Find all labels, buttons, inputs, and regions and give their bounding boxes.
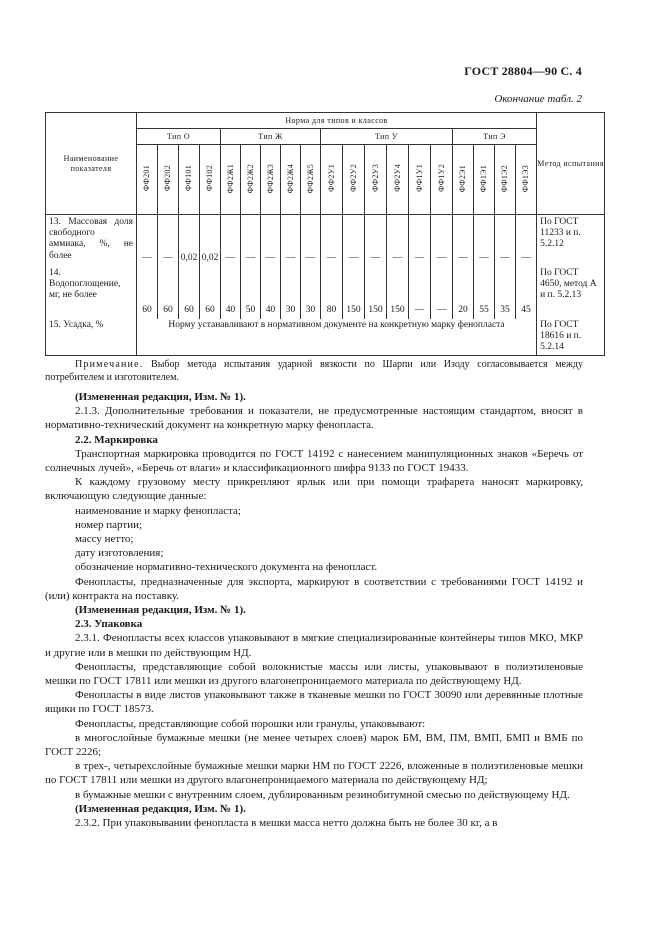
row-value: 60 xyxy=(200,267,221,319)
class-header: ФФ201 xyxy=(137,145,158,215)
class-header: ФФ1Э3 xyxy=(516,145,537,215)
paragraph: Транспортная маркировка проводится по ГОСТ 14192 с нанесением манипуляционных знаков «Беречь от солнечных лучей», «Беречь от влаги» и классификационного шифра 9133 по ГОСТ 19433. xyxy=(45,447,583,475)
row-value: 60 xyxy=(137,267,158,319)
paragraph: 2.3.2. При упаковывании фенопласта в мешки масса нетто должна быть не более 30 кг, а в xyxy=(75,817,498,830)
col-header-name: Наименование показателя xyxy=(46,113,137,215)
class-header: ФФ2У3 xyxy=(365,145,387,215)
list-item: обозначение нормативно-технического документа на фенопласт. xyxy=(75,561,378,574)
class-header: ФФ2У1 xyxy=(321,145,343,215)
row-value: — xyxy=(495,215,516,267)
row-value: — xyxy=(453,215,474,267)
row-value: — xyxy=(343,215,365,267)
row-value: 150 xyxy=(387,267,409,319)
col-header-norm: Норма для типов и классов xyxy=(137,113,537,129)
row-value: 150 xyxy=(365,267,387,319)
row-value: 40 xyxy=(261,267,281,319)
row-value: — xyxy=(301,215,321,267)
group-header: Тип Э xyxy=(453,129,537,145)
row-value: — xyxy=(221,215,241,267)
row-name: 15. Усадка, % xyxy=(46,319,137,356)
class-header: ФФ1Э1 xyxy=(474,145,495,215)
row-value: — xyxy=(409,215,431,267)
row-value: — xyxy=(431,215,453,267)
class-header: ФФ2У4 xyxy=(387,145,409,215)
class-header: ФФ101 xyxy=(179,145,200,215)
row-value: 0,02 xyxy=(200,215,221,267)
paragraph: Фенопласты, представляющие собой волокнистые массы или листы, упаковывают в полиэтиленовые мешки по ГОСТ 17811 или мешки из другого влагонепроницаемого материала по действующему НД. xyxy=(45,660,583,688)
row-value: — xyxy=(365,215,387,267)
row-value: — xyxy=(431,267,453,319)
row-value: 80 xyxy=(321,267,343,319)
table-row xyxy=(46,267,605,319)
paragraph: Фенопласты, представляющие собой порошки или гранулы, упаковывают: xyxy=(75,717,426,730)
list-item: номер партии; xyxy=(75,518,143,531)
row-value: 30 xyxy=(301,267,321,319)
group-header: Тип О xyxy=(137,129,221,145)
row-value: 0,02 xyxy=(179,215,200,267)
class-header: ФФ2Э1 xyxy=(453,145,474,215)
row-name: 14. Водопоглощение, мг, не более xyxy=(46,267,137,319)
class-header: ФФ2У2 xyxy=(343,145,365,215)
list-item: в многослойные бумажные мешки (не менее четырех слоев) марок БМ, ВМ, ПМ, ВМП, БМП и ВМБ по ГОСТ 2226; xyxy=(45,731,583,759)
row-value: — xyxy=(409,267,431,319)
page-header: ГОСТ 28804—90 С. 4 xyxy=(464,64,582,78)
row-value: 60 xyxy=(179,267,200,319)
list-item: в бумажные мешки с внутренним слоем, дублированным резинобитумной смесью по действующему НД. xyxy=(75,788,570,801)
row-method: По ГОСТ 11233 и п. 5.2.12 xyxy=(537,215,605,267)
row-value: 60 xyxy=(158,267,179,319)
row-method: По ГОСТ 4650, метод А и п. 5.2.13 xyxy=(537,267,605,319)
class-header: ФФ1Э2 xyxy=(495,145,516,215)
col-header-method: Метод испытания xyxy=(537,113,605,215)
list-item: массу нетто; xyxy=(75,533,134,546)
class-header: ФФ2Ж3 xyxy=(261,145,281,215)
body-text xyxy=(45,358,583,830)
section-heading: 2.2. Маркировка xyxy=(75,433,158,446)
row-value: 50 xyxy=(241,267,261,319)
list-item: в трех-, четырехслойные бумажные мешки марки НМ по ГОСТ 2226, вложенные в полиэтиленовые мешки по ГОСТ 17811 или мешки из другого влагонепроницаемого материала по действующему НД; xyxy=(45,760,583,787)
row-value: — xyxy=(158,215,179,267)
table-caption: Окончание табл. 2 xyxy=(494,93,582,105)
note xyxy=(45,358,583,384)
row-span-text: Норму устанавливают в нормативном документе на конкретную марку фенопласта xyxy=(137,319,537,356)
paragraph: Фенопласты в виде листов упаковывают также в тканевые мешки по ГОСТ 30090 или деревянные плотные ящики по ГОСТ 18573. xyxy=(45,689,583,716)
paragraph: К каждому грузовому месту прикрепляют ярлык или при помощи трафарета наносят маркировку, включающую следующие данные: xyxy=(45,476,583,503)
table-row xyxy=(46,319,605,356)
class-header: ФФ202 xyxy=(158,145,179,215)
list-item: наименование и марку фенопласта; xyxy=(75,504,241,517)
row-value: — xyxy=(387,215,409,267)
table-row xyxy=(46,215,605,267)
row-method: По ГОСТ 18616 и п. 5.2.14 xyxy=(537,319,605,356)
class-header: ФФ1У1 xyxy=(409,145,431,215)
class-header: ФФ102 xyxy=(200,145,221,215)
change-note: (Измененная редакция, Изм. № 1). xyxy=(75,802,246,815)
change-note: (Измененная редакция, Изм. № 1). xyxy=(75,604,246,617)
class-header: ФФ2Ж1 xyxy=(221,145,241,215)
group-header: Тип Ж xyxy=(221,129,321,145)
note-text: Выбор метода испытания ударной вязкости по Шарпи или Изоду согласовывается между потребителем и изготовителем. xyxy=(45,359,583,383)
class-header: ФФ1У2 xyxy=(431,145,453,215)
paragraph: 2.1.3. Дополнительные требования и показатели, не предусмотренные настоящим стандартом, вносят в нормативно-технический документ на конкретную марку фенопласта. xyxy=(45,405,583,432)
change-note: (Измененная редакция, Изм. № 1). xyxy=(75,391,246,403)
row-value: — xyxy=(516,215,537,267)
row-value: — xyxy=(137,215,158,267)
row-value: 150 xyxy=(343,267,365,319)
section-heading: 2.3. Упаковка xyxy=(75,618,143,631)
row-value: 40 xyxy=(221,267,241,319)
class-header: ФФ2Ж2 xyxy=(241,145,261,215)
spec-table xyxy=(45,112,605,356)
row-value: 55 xyxy=(474,267,495,319)
group-header: Тип У xyxy=(321,129,453,145)
class-header: ФФ2Ж5 xyxy=(301,145,321,215)
paragraph: Фенопласты, предназначенные для экспорта, маркируют в соответствии с требованиями ГОСТ 14192 и (или) контракта на поставку. xyxy=(45,575,583,602)
list-item: дату изготовления; xyxy=(75,547,164,560)
row-value: — xyxy=(321,215,343,267)
row-value: — xyxy=(474,215,495,267)
note-label: Примечание. xyxy=(75,359,144,370)
row-value: 20 xyxy=(453,267,474,319)
row-name: 13. Массовая доля свободного аммиака, %, не более xyxy=(46,215,137,267)
paragraph: 2.3.1. Фенопласты всех классов упаковывают в мягкие специализированные контейнеры типов МКО, МКР и другие или в мешки по действующим НД. xyxy=(45,632,583,659)
row-value: 30 xyxy=(281,267,301,319)
class-header: ФФ2Ж4 xyxy=(281,145,301,215)
row-value: — xyxy=(261,215,281,267)
row-value: — xyxy=(281,215,301,267)
row-value: 45 xyxy=(516,267,537,319)
row-value: — xyxy=(241,215,261,267)
row-value: 35 xyxy=(495,267,516,319)
